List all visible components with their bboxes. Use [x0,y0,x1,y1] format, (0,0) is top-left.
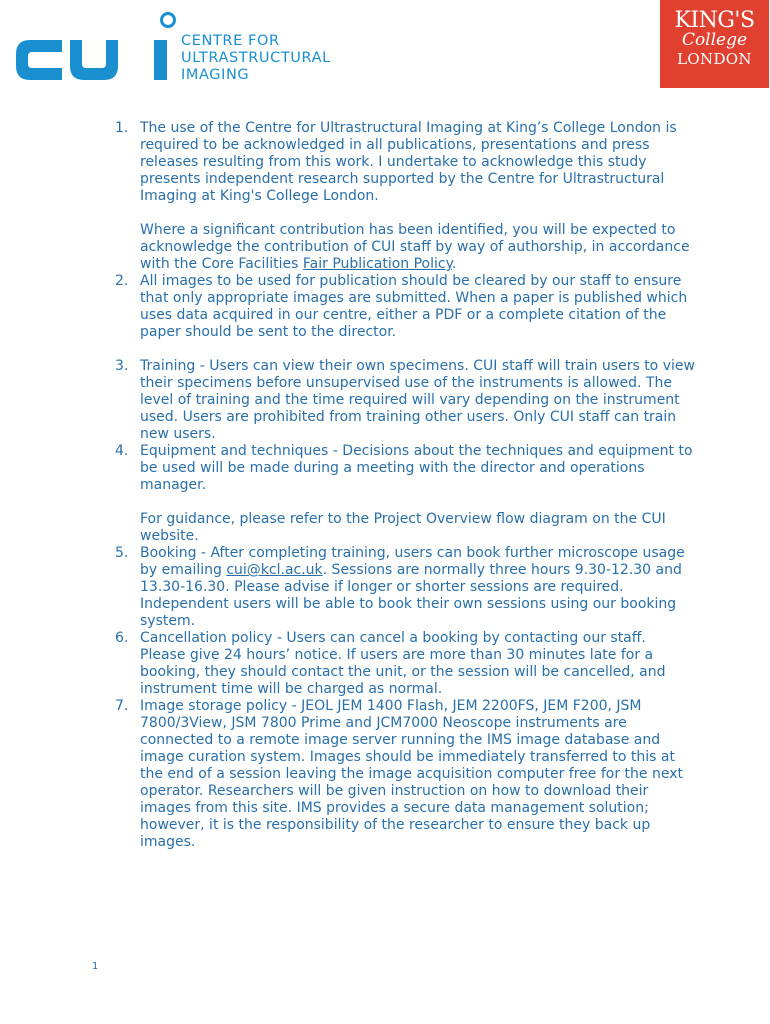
item-text-secondary [140,222,695,273]
list-item [110,545,695,630]
item-text-part: Where a significant contribution has been identified, you will be expected to acknowledge the contribution of CUI staff by way of authorship, in accordance with the Core Facilities [140,222,690,272]
list-item [110,358,695,443]
item-text: Equipment and techniques - Decisions about the techniques and equipment to be used will be made during a meeting with the director and operations manager. [140,443,693,493]
page-header [0,0,770,100]
item-number: 6. [115,630,129,646]
terms-content [110,120,695,851]
list-item [110,443,695,545]
item-text-secondary: For guidance, please refer to the Project Overview flow diagram on the CUI website. [140,511,666,544]
page-number: 1 [92,961,99,972]
cui-wordmark-line-2: ULTRASTRUCTURAL [181,50,331,66]
item-text-part: . Sessions are normally three hours 9.30-12.30 and 13.30-16.30. Please advise if longer or shorter sessions are required. Independent users will be able to book their own sessions using our booking system. [140,562,682,629]
kings-college-logo [660,0,769,88]
item-number: 5. [115,545,129,561]
item-number: 3. [115,358,129,374]
item-number: 1. [115,120,129,136]
item-number: 4. [115,443,129,459]
item-text [140,545,695,630]
kings-logo-line-3: LONDON [677,50,752,68]
item-number: 7. [115,698,129,714]
terms-list [110,120,695,851]
fair-publication-policy-link[interactable]: Fair Publication Policy [302,256,452,272]
item-text: Training - Users can view their own specimens. CUI staff will train users to view their specimens before unsupervised use of the instruments is allowed. The level of training and the time required will vary depending on the instrument used. Users are prohibited from training other users. Only CUI staff can train new users. [140,358,695,442]
cui-logo-icon [14,10,184,84]
item-number: 2. [115,273,129,289]
list-item [110,120,695,273]
item-text-part: Booking - After completing training, users can book further microscope usage by emailing [140,545,685,578]
cui-wordmark-line-1: CENTRE FOR [181,33,280,49]
item-text: Cancellation policy - Users can cancel a booking by contacting our staff. Please give 24 hours’ notice. If users are more than 30 minutes late for a booking, they should contact the unit, or the session will be cancelled, and instrument time will be charged as normal. [140,630,666,697]
cui-wordmark [181,33,331,84]
item-text: Image storage policy - JEOL JEM 1400 Flash, JEM 2200FS, JEM F200, JSM 7800/3View, JSM 7800 Prime and JCM7000 Neoscope instruments are connected to a remote image server running the IMS image database and image curation system. Images should be immediately transferred to this at the end of a session leaving the image acquisition computer free for the next operator. Researchers will be given instruction on how to download their images from this site. IMS provides a secure data management solution; however, it is the responsibility of the researcher to ensure they back up images. [140,698,683,850]
list-item [110,273,695,358]
kings-logo-line-2: College [681,30,748,50]
list-item [110,698,695,851]
kings-logo-line-1: KING'S [674,8,755,33]
list-item [110,630,695,698]
item-text: All images to be used for publication should be cleared by our staff to ensure that only appropriate images are submitted. When a paper is published which uses data acquired in our centre, either a PDF or a complete citation of the paper should be sent to the director. [140,273,688,340]
cui-wordmark-line-3: IMAGING [181,67,250,83]
item-text-part: . [451,256,457,272]
cui-email-link[interactable]: cui@kcl.ac.uk [226,562,323,578]
item-text: The use of the Centre for Ultrastructural Imaging at King’s College London is required to be acknowledged in all publications, presentations and press releases resulting from this work. I undertake to acknowledge this study presents independent research supported by the Centre for Ultrastructural Imaging at King's College London. [140,120,677,204]
